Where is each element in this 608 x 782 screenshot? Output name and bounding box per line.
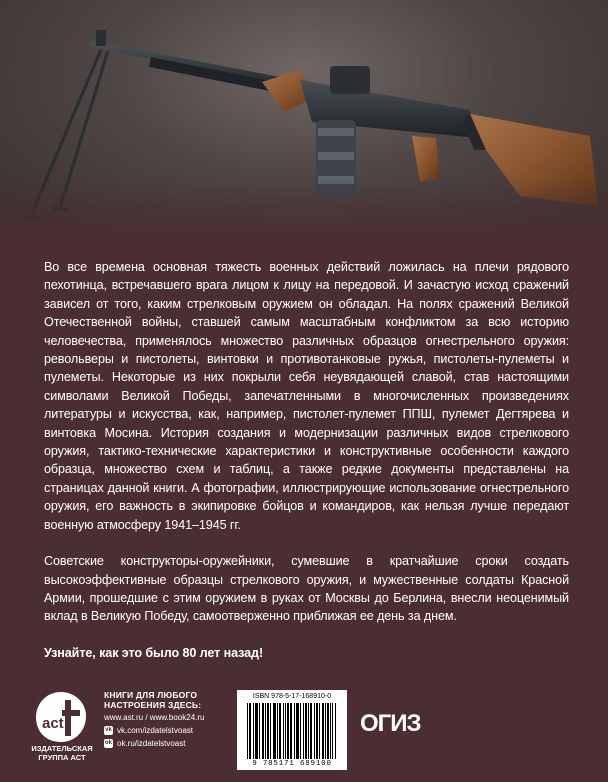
barcode-bar: [296, 703, 297, 759]
barcode-bar: [262, 703, 263, 759]
barcode-bar: [294, 703, 295, 759]
barcode-bar: [323, 703, 324, 759]
barcode-bar: [255, 703, 256, 759]
barcode-bar: [291, 703, 292, 759]
barcode-bar: [311, 703, 312, 759]
barcode-bar: [328, 703, 329, 759]
cover-photo-machine-gun: [0, 0, 608, 240]
vk-row: [104, 725, 229, 736]
ogiz-logo-text: ОГИЗ: [360, 710, 421, 736]
barcode-bar: [290, 703, 291, 759]
machine-gun-illustration: [0, 0, 608, 240]
barcode-bar: [288, 703, 289, 759]
barcode-bar: [263, 703, 264, 759]
barcode-bar: [297, 703, 298, 759]
ok-icon: ok: [104, 740, 112, 746]
websites-link[interactable]: www.ast.ru / www.book24.ru: [104, 713, 205, 722]
description-paragraph-2: Советские конструкторы-оружейники, сумевшие в кратчайшие сроки создать высокоэффективные образцы стрелкового оружия, и мужественные солдаты Красной Армии, прошедшие с этим оружием в руках от Москвы до Берлина, внесли неоценимый вклад в Великую Победу, самоотверженно приближая ее день за днем.: [44, 554, 569, 624]
barcode-bar: [268, 703, 269, 759]
barcode-bar: [277, 703, 278, 759]
barcode-bar: [319, 703, 320, 759]
barcode-bar: [265, 703, 266, 759]
barcode-bar: [256, 703, 257, 759]
barcode-bar: [305, 703, 306, 759]
barcode-bar: [247, 703, 248, 759]
ast-logo-text: act: [42, 715, 64, 732]
barcode-bar: [322, 703, 323, 759]
barcode-bar: [298, 703, 299, 759]
barcode-bar: [330, 703, 331, 759]
barcode-bar: [316, 703, 317, 759]
barcode-bar: [327, 703, 328, 759]
barcode-bar: [310, 703, 311, 759]
barcode-bar: [308, 703, 309, 759]
barcode-bar: [253, 703, 254, 759]
barcode-bar: [280, 703, 281, 759]
vk-icon: vk: [105, 727, 112, 733]
ok-link[interactable]: ok.ru/izdatelstvoast: [117, 739, 186, 748]
ast-publisher-logo: [34, 690, 88, 744]
barcode-bar: [259, 703, 260, 759]
barcode-bar: [267, 703, 268, 759]
barcode-bar: [270, 703, 271, 759]
barcode-bar: [273, 703, 274, 759]
publisher-caption: ИЗДАТЕЛЬСКАЯ ГРУППА АСТ: [31, 744, 93, 762]
barcode-bar: [283, 703, 284, 759]
barcode-bar: [306, 703, 307, 759]
ok-row: [104, 738, 229, 749]
barcode-bar: [249, 703, 250, 759]
barcode-number: 9 785171 689100: [252, 760, 332, 768]
barcode-bar: [335, 703, 336, 759]
websites-row: [104, 712, 229, 723]
barcode-bar: [300, 703, 301, 759]
barcode-bar: [275, 703, 276, 759]
promo-block: [104, 690, 229, 749]
isbn-barcode-box: [237, 690, 347, 770]
barcode-bar: [250, 703, 251, 759]
barcode-bar: [325, 703, 326, 759]
back-cover-description: [44, 258, 569, 680]
barcode-bar: [257, 703, 258, 759]
promo-heading: КНИГИ ДЛЯ ЛЮБОГО НАСТРОЕНИЯ ЗДЕСЬ:: [104, 690, 202, 710]
barcode: [247, 703, 337, 759]
barcode-bar: [314, 703, 315, 759]
isbn-number: ISBN 978-5-17-168910-0: [252, 693, 332, 700]
vk-link[interactable]: vk.com/izdatelstvoast: [117, 726, 194, 735]
ogiz-imprint-logo: [360, 708, 426, 736]
barcode-bar: [274, 703, 275, 759]
call-to-action: Узнайте, как это было 80 лет назад!: [44, 645, 264, 660]
description-paragraph-1: Во все времена основная тяжесть военных действий ложилась на плечи рядового пехотинца, встречавшего врага лицом к лицу на передовой. И зачастую исход сражений зависел от того, каким стрелковым оружием он обладал. На полях сражений Великой Отечественной войны, ставшей самым масштабным конфликтом за всю историю человечества, применялось множество различных образцов огнестрельного оружия: револьверы и пистолеты, винтовки и противотанковые ружья, пистолеты-пулеметы и пулеметы. Некоторые из них покрыли себя неувядающей славой, став настоящими символами Великой Победы, запечатленными в многочисленных произведениях литературы и искусства, как, например, пистолет-пулемет ППШ, пулемет Дегтярева и винтовка Мосина. История создания и модернизации различных видов стрелкового оружия, тактико-технические характеристики и конструктивные особенности каждого образца, множество схем и таблиц, а также редкие документы представлены на страницах данной книги. А фотографии, иллюстрирующие использование огнестрельного оружия, его важность в экипировке бойцов и командиров, как нельзя лучше передают военную атмосферу 1941–1945 гг.: [44, 260, 569, 532]
barcode-bar: [303, 703, 304, 759]
barcode-bar: [317, 703, 318, 759]
barcode-bar: [279, 703, 280, 759]
barcode-bar: [285, 703, 286, 759]
barcode-bar: [287, 703, 288, 759]
barcode-bar: [332, 703, 333, 759]
